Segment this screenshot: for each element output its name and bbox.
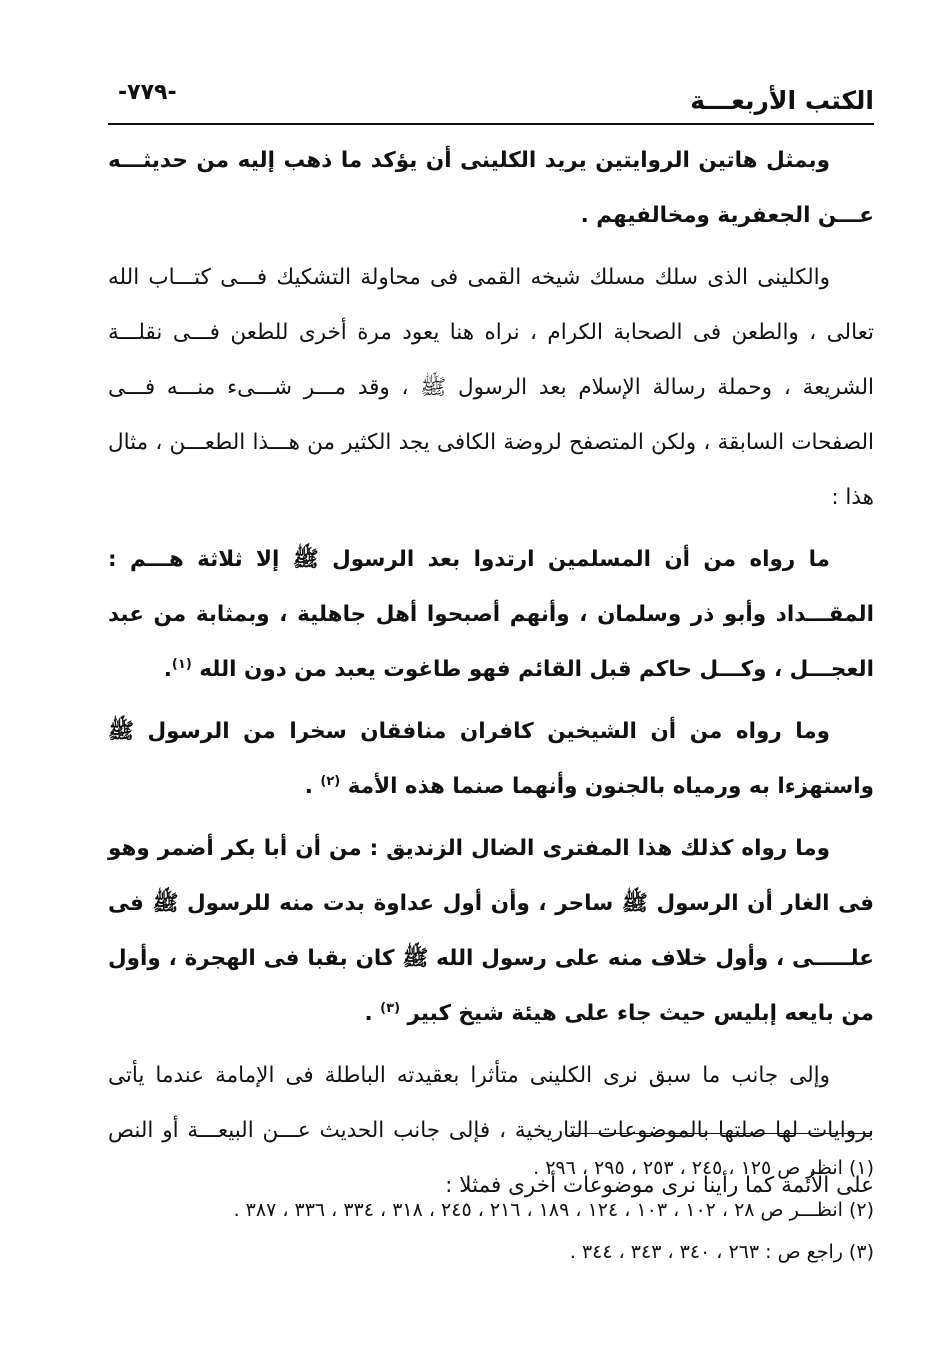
- paragraph-2: والكلينى الذى سلك مسلك شيخه القمى فى محاولة التشكيك فـــى كتـــاب الله تعالى ، والطعن فى الصحابة الكرام ، نراه هنا يعود مرة أخرى للطعن فـــى نقلـــة الشريعة ، وحملة رسالة الإسلام بعد الرسول ﷺ ، وقد مـــر شـــىء منـــه فـــى الصفحات السابقة ، ولكن المتصفح لروضة الكافى يجد الكثير من هـــذا الطعـــن ، مثال هذا :: [108, 265, 874, 510]
- header-divider: [108, 123, 874, 125]
- paragraph-4-text: وما رواه من أن الشيخين كافران منافقان سخرا من الرسول ﷺ واستهزءا به ورمياه بالجنون وأنهما صنما هذه الأمة: [108, 719, 874, 799]
- footnote-1: (١) انظر ص ١٢٥ ، ٢٤٥ ، ٢٥٣ ، ٢٩٥ ، ٢٩٦ .: [533, 1157, 874, 1179]
- running-title: الكتب الأربعـــة: [690, 86, 874, 115]
- footnote-3: (٣) راجع ص : ٢٦٣ ، ٣٤٠ ، ٣٤٣ ، ٣٤٤ .: [569, 1241, 874, 1263]
- paragraph-3-text: ما رواه من أن المسلمين ارتدوا بعد الرسول ﷺ إلا ثلاثة هـــم : المقـــداد وأبو ذر وسلمان ، وأنهم أصبحوا أهل جاهلية ، وبمثابة من عبد العجـــل ، وكـــل حاكم قبل القائم فهو طاغوت يعبد من دون الله: [108, 547, 874, 682]
- footnote-marker-3: (٣): [380, 1000, 401, 1016]
- footnote-marker-1: (١): [171, 656, 192, 672]
- paragraph-1: وبمثل هاتين الروايتين يريد الكلينى أن يؤكد ما ذهب إليه من حديثـــه عـــن الجعفرية ومخالفيهم .: [108, 148, 874, 228]
- footnote-2: (٢) انظـــر ص ٢٨ ، ١٠٢ ، ١٠٣ ، ١٢٤ ، ١٨٩ ، ٢١٦ ، ٢٤٥ ، ٣١٨ ، ٣٣٤ ، ٣٣٦ ، ٣٨٧ .: [233, 1199, 874, 1221]
- footnote-divider: [570, 1133, 872, 1134]
- footnotes: [108, 1147, 874, 1273]
- paragraph-4: [108, 704, 874, 814]
- paragraph-3: [108, 532, 874, 697]
- footnote-marker-2: (٢): [320, 773, 341, 789]
- page-number: -٧٧٩-: [118, 80, 177, 105]
- paragraph-4-end: .: [304, 774, 313, 799]
- paragraph-5-end: .: [364, 1001, 373, 1026]
- paragraph-5-text: وما رواه كذلك هذا المفترى الضال الزنديق : من أن أبا بكر أضمر وهو فى الغار أن الرسول ﷺ ساحر ، وأن أول عداوة بدت منه للرسول ﷺ فى علـــــى ، وأول خلاف منه على رسول الله ﷺ كان بقبا فى الهجرة ، وأول من بايعه إبليس حيث جاء على هيئة شيخ كبير: [108, 836, 874, 1026]
- paragraph-3-end: .: [163, 657, 172, 682]
- paragraph-5: [108, 821, 874, 1041]
- paragraph-6: وإلى جانب ما سبق نرى الكلينى متأثرا بعقيدته الباطلة فى الإمامة عندما يأتى بروايات لها صلتها بالموضوعات التاريخية ، فإلى جانب الحديث عـــن البيعـــة أو النص على الأئمة كما رأينا نرى موضوعات أخرى فمثلا :: [108, 1063, 874, 1198]
- main-text: [108, 133, 874, 1220]
